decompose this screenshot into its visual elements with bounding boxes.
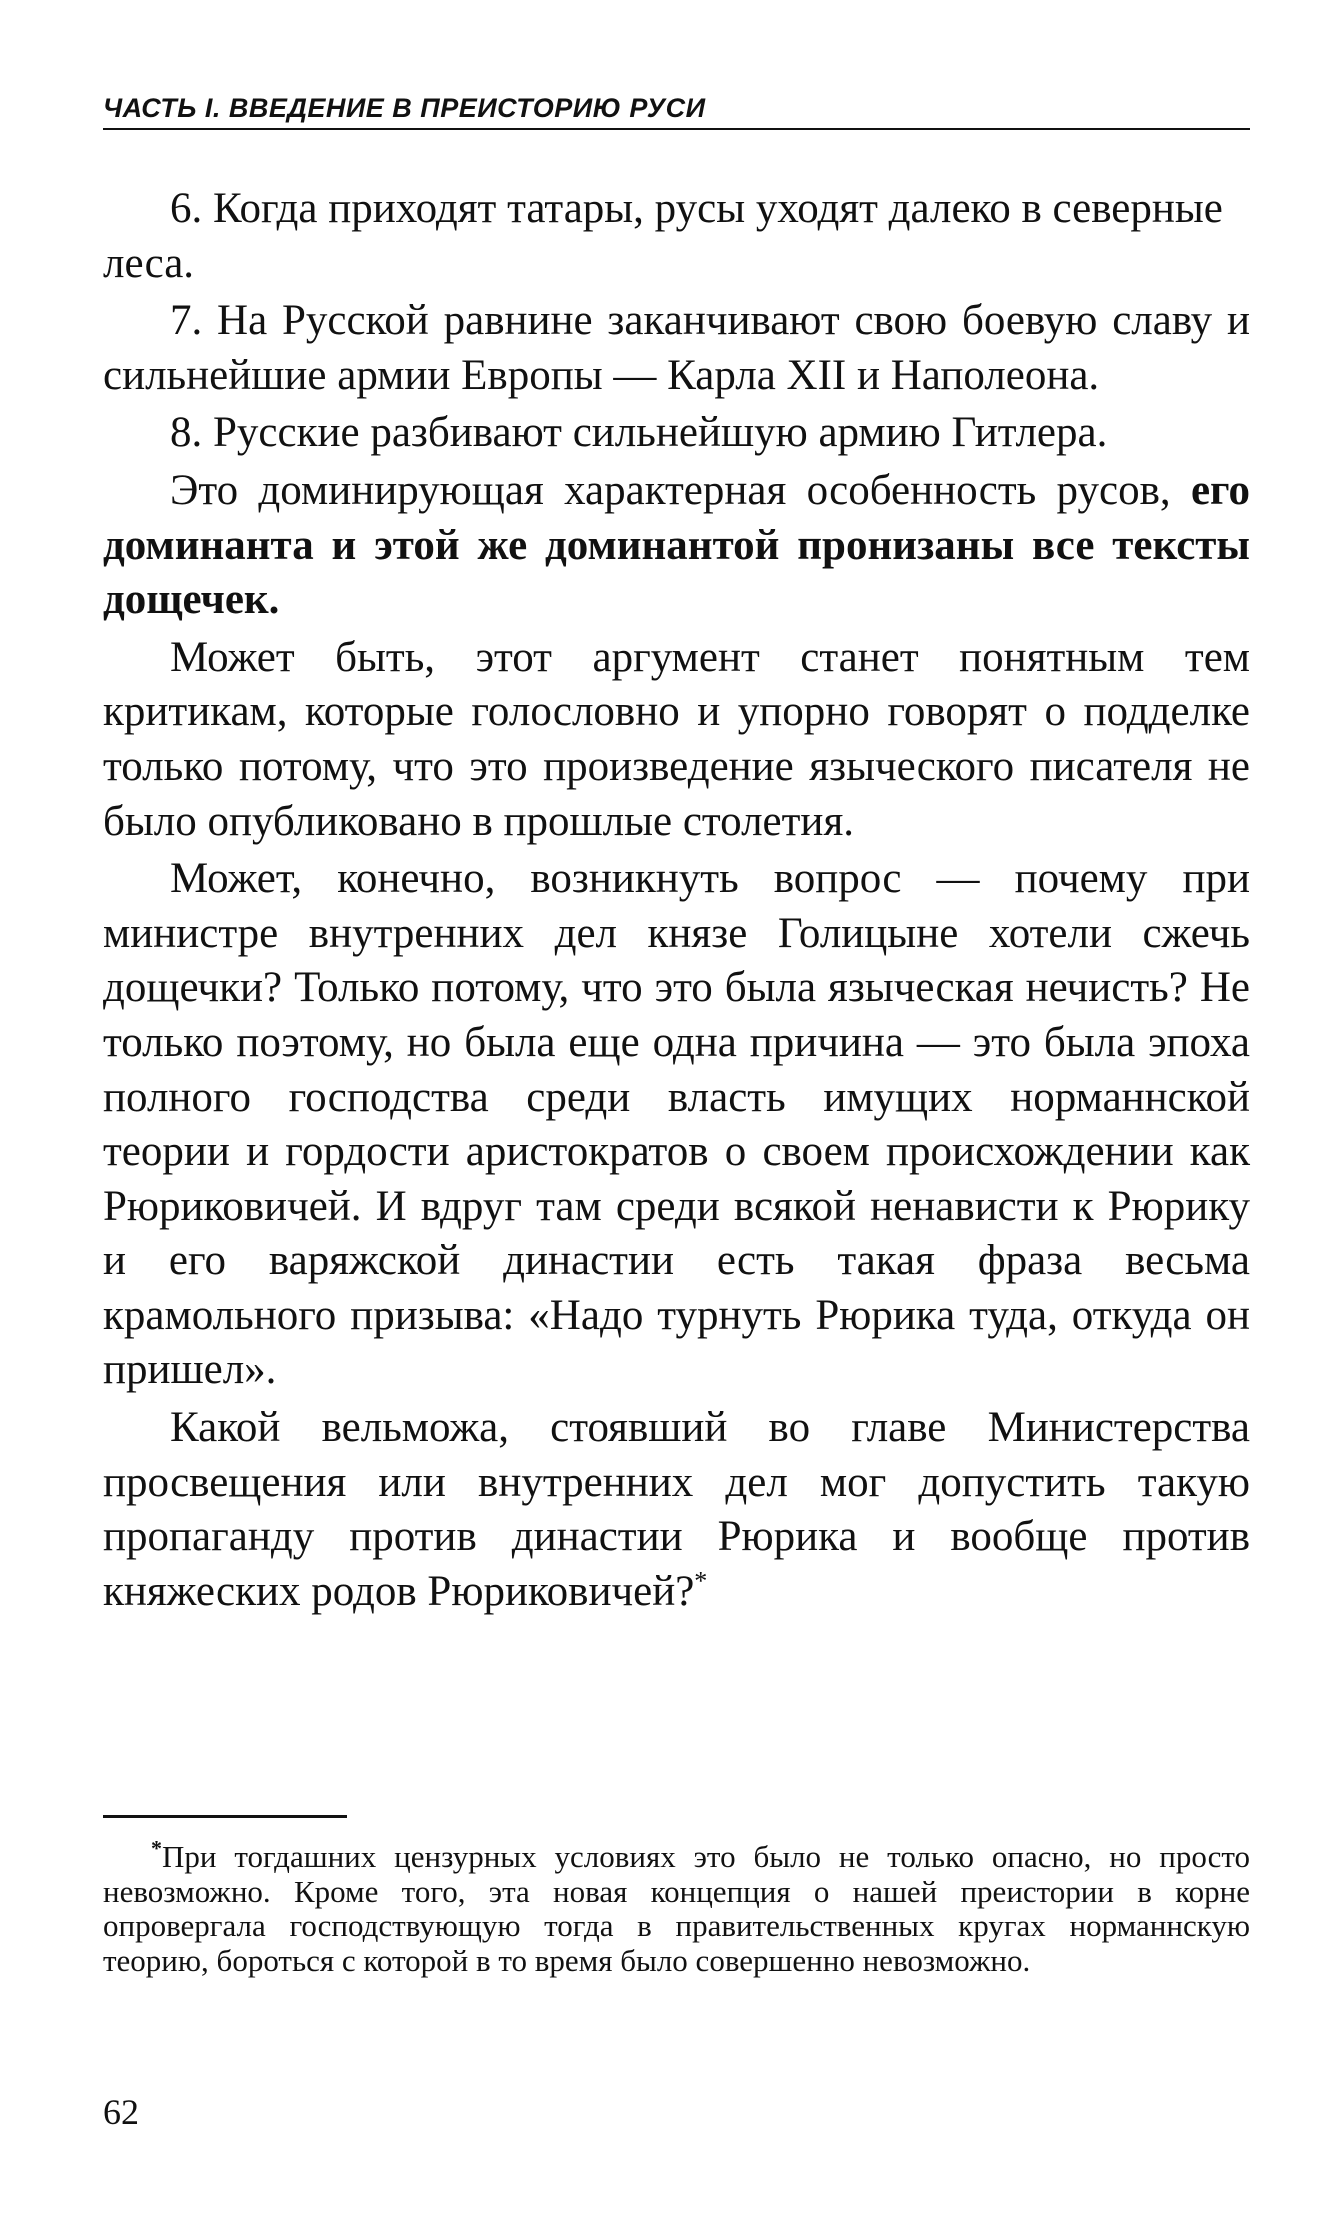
page-number: 62 bbox=[103, 2092, 139, 2132]
footnote-reference: * bbox=[694, 1566, 708, 1596]
paragraph-question: Может, конечно, возникнуть вопрос — почему при министре внутренних дел князе Голицыне хотели сжечь дощечки? Только потому, что это была языческая нечисть? Не только поэтому, но была еще одна причина — это была эпоха полного господства среди власть имущих норманнской теории и гордости аристократов о своем происхождении как Рюриковичей. И вдруг там среди всякой ненависти к Рюрику и его варяжской династии есть такая фраза весьма крамольного призыва: «Надо турнуть Рюрика туда, откуда он пришел». bbox=[103, 855, 1250, 1394]
footnote-rule bbox=[103, 1815, 347, 1818]
footnote-mark: * bbox=[151, 1835, 162, 1861]
list-item-6: 6. Когда приходят татары, русы уходят далеко в северные леса. bbox=[103, 185, 1223, 287]
list-item-8: 8. Русские разбивают сильнейшую армию Гитлера. bbox=[170, 409, 1108, 457]
footnote-text: При тогдашних цензурных условиях это было не только опасно, но просто невозможно. Кроме того, эта новая концепция о нашей преистории в корне опровергала господствующую тогда в правительственных кругах норманнскую теорию, бороться с которой в то время было совершенно невозможно. bbox=[103, 1839, 1250, 1978]
paragraph-dominant bbox=[103, 464, 1250, 628]
dominant-intro: Это доминирующая характерная особенность русов, bbox=[170, 466, 1171, 514]
footnote bbox=[103, 1835, 1250, 1978]
paragraph-nobleman bbox=[103, 1401, 1250, 1619]
dominant-bold: его доминанта и этой же доминантой пронизаны все тексты дощечек. bbox=[103, 466, 1250, 624]
running-header: ЧАСТЬ I. ВВЕДЕНИЕ В ПРЕИСТОРИЮ РУСИ bbox=[103, 93, 706, 123]
main-text bbox=[103, 182, 1250, 1622]
paragraph-argument: Может быть, этот аргумент станет понятным тем критикам, которые голословно и упорно говорят о подделке только потому, что это произведение языческого писателя не было опубликовано в прошлые столетия. bbox=[103, 633, 1250, 845]
nobleman-text: Какой вельможа, стоявший во главе Министерства просвещения или внутренних дел мог допустить такую пропаганду против династии Рюрика и вообще против княжеских родов Рюриковичей? bbox=[103, 1404, 1250, 1615]
header-rule bbox=[103, 128, 1250, 130]
list-item-7: 7. На Русской равнине заканчивают свою боевую славу и сильнейшие армии Европы — Карла XII и Наполеона. bbox=[103, 297, 1250, 399]
